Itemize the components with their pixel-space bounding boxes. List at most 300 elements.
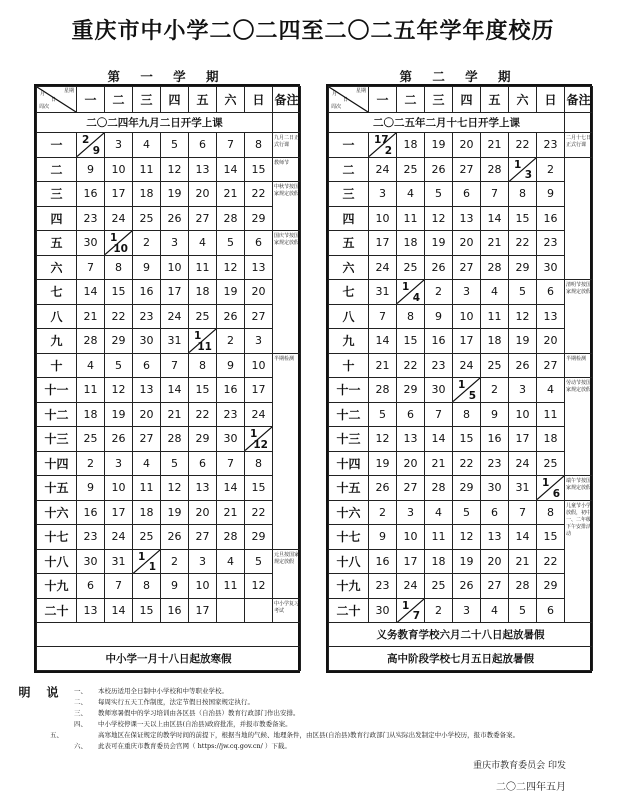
day-cell: 28	[217, 525, 245, 550]
weekday-header: 四	[161, 87, 189, 113]
day-cell: 7	[105, 574, 133, 599]
day-number: 17	[374, 134, 389, 146]
day-cell: 17	[105, 182, 133, 207]
day-cell: 2	[161, 549, 189, 574]
month-number: 12	[253, 438, 268, 451]
day-cell: 9	[133, 255, 161, 280]
day-cell	[189, 329, 217, 354]
day-cell: 9	[369, 525, 397, 550]
week-row	[329, 206, 593, 231]
day-cell	[509, 157, 537, 182]
weekday-header: 六	[509, 87, 537, 113]
day-cell: 27	[481, 574, 509, 599]
day-cell: 28	[481, 157, 509, 182]
day-cell: 5	[161, 451, 189, 476]
day-cell: 30	[481, 476, 509, 501]
day-cell: 13	[397, 427, 425, 452]
day-cell: 27	[245, 304, 273, 329]
week-row	[37, 525, 301, 550]
day-cell: 12	[161, 157, 189, 182]
week-row	[329, 525, 593, 550]
day-cell: 9	[77, 476, 105, 501]
day-cell: 27	[453, 157, 481, 182]
day-cell: 24	[161, 304, 189, 329]
week-number: 十三	[37, 427, 77, 452]
day-cell: 3	[245, 329, 273, 354]
day-cell	[245, 427, 273, 452]
day-cell: 4	[481, 598, 509, 623]
day-cell: 24	[105, 525, 133, 550]
day-cell: 18	[537, 427, 565, 452]
day-cell: 10	[161, 255, 189, 280]
day-cell: 10	[369, 206, 397, 231]
day-cell: 28	[481, 255, 509, 280]
vacation-row-1: 义务教育学校六月二十八日起放暑假	[329, 623, 593, 647]
day-cell: 10	[453, 304, 481, 329]
day-cell: 9	[217, 353, 245, 378]
day-cell: 23	[77, 206, 105, 231]
day-cell: 6	[133, 353, 161, 378]
day-cell: 24	[453, 353, 481, 378]
day-cell: 7	[217, 451, 245, 476]
vacation-row-2: 中小学一月十八日起放寒假	[37, 647, 301, 671]
note-cell: 元旦按国家规定放假	[273, 549, 301, 598]
day-cell: 20	[537, 329, 565, 354]
week-row	[329, 133, 593, 158]
day-cell: 5	[369, 402, 397, 427]
day-cell: 8	[453, 402, 481, 427]
day-cell: 6	[537, 598, 565, 623]
day-cell: 11	[481, 304, 509, 329]
day-cell: 31	[105, 549, 133, 574]
day-cell: 5	[161, 133, 189, 158]
day-cell: 4	[133, 133, 161, 158]
day-cell: 28	[425, 476, 453, 501]
day-cell: 6	[453, 182, 481, 207]
day-cell: 13	[133, 378, 161, 403]
day-cell: 8	[105, 255, 133, 280]
day-cell: 13	[245, 255, 273, 280]
day-cell: 26	[217, 304, 245, 329]
explanation-text: 此表可在重庆市教育委员会官网（ https://jw.cq.gov.cn/ ）下载。	[98, 742, 291, 750]
note-cell	[273, 113, 301, 133]
day-cell: 17	[161, 280, 189, 305]
day-cell: 5	[509, 280, 537, 305]
week-row	[37, 549, 301, 574]
note-cell: 儿童节小学放假，初中一、二年级下午安排活动	[565, 500, 593, 623]
day-cell	[245, 598, 273, 623]
day-cell: 27	[537, 353, 565, 378]
week-number: 十七	[329, 525, 369, 550]
day-cell: 15	[133, 598, 161, 623]
day-cell: 15	[189, 378, 217, 403]
month-number: 4	[412, 291, 420, 304]
semester-1-title: 第 一 学 期	[107, 69, 227, 84]
week-row	[329, 427, 593, 452]
day-cell: 12	[453, 525, 481, 550]
day-cell: 15	[537, 525, 565, 550]
day-cell: 26	[453, 574, 481, 599]
day-number: 1	[110, 232, 118, 244]
semester-2-calendar	[326, 84, 592, 673]
day-cell: 5	[453, 500, 481, 525]
week-row	[37, 598, 301, 623]
week-number: 四	[329, 206, 369, 231]
explanation-item	[74, 741, 594, 752]
semester-1-calendar	[34, 84, 300, 673]
day-cell: 16	[425, 329, 453, 354]
note-cell: 教师节	[273, 157, 301, 182]
week-row	[37, 427, 301, 452]
week-row	[329, 598, 593, 623]
week-number: 十四	[37, 451, 77, 476]
day-cell: 9	[161, 574, 189, 599]
day-cell: 2	[481, 378, 509, 403]
week-number: 七	[37, 280, 77, 305]
day-cell: 27	[133, 427, 161, 452]
day-cell: 8	[509, 182, 537, 207]
day-cell: 6	[397, 402, 425, 427]
week-number: 六	[37, 255, 77, 280]
day-cell: 17	[245, 378, 273, 403]
day-cell: 7	[509, 500, 537, 525]
day-cell: 7	[161, 353, 189, 378]
day-cell: 24	[105, 206, 133, 231]
day-cell: 8	[133, 574, 161, 599]
weekday-header: 日	[537, 87, 565, 113]
week-row	[329, 280, 593, 305]
day-cell: 4	[189, 231, 217, 256]
day-cell: 22	[453, 451, 481, 476]
day-cell: 3	[161, 231, 189, 256]
day-cell: 12	[369, 427, 397, 452]
note-header: 备注	[565, 87, 593, 113]
week-row	[37, 353, 301, 378]
week-number: 十二	[329, 402, 369, 427]
day-cell: 16	[537, 206, 565, 231]
day-cell: 12	[509, 304, 537, 329]
week-number: 十六	[329, 500, 369, 525]
explanation-item	[50, 730, 594, 741]
day-cell: 23	[217, 402, 245, 427]
day-cell	[217, 598, 245, 623]
week-number: 七	[329, 280, 369, 305]
day-cell: 17	[105, 500, 133, 525]
semester-2-title: 第 二 学 期	[399, 69, 519, 84]
corner-label-weekday: 星期	[355, 88, 366, 94]
day-cell: 11	[189, 255, 217, 280]
day-cell: 28	[77, 329, 105, 354]
day-cell: 6	[77, 574, 105, 599]
day-cell: 25	[397, 255, 425, 280]
day-cell: 10	[105, 157, 133, 182]
week-number: 十二	[37, 402, 77, 427]
day-cell: 7	[217, 133, 245, 158]
day-cell: 24	[245, 402, 273, 427]
day-cell: 25	[189, 304, 217, 329]
day-cell: 6	[189, 133, 217, 158]
day-cell: 22	[105, 304, 133, 329]
day-cell: 15	[453, 427, 481, 452]
explanation-label: 说明	[17, 686, 59, 712]
day-number: 1	[138, 550, 146, 563]
note-cell: 端午节按国家规定放假	[565, 476, 593, 501]
weekday-header: 三	[425, 87, 453, 113]
day-cell: 14	[161, 378, 189, 403]
day-cell: 22	[189, 402, 217, 427]
day-cell: 18	[397, 133, 425, 158]
weekday-header: 六	[217, 87, 245, 113]
day-cell: 10	[397, 525, 425, 550]
week-number: 十九	[329, 574, 369, 599]
day-cell: 21	[481, 231, 509, 256]
note-cell: 劳动节按国家规定放假	[565, 378, 593, 476]
week-number: 十九	[37, 574, 77, 599]
day-cell: 4	[481, 280, 509, 305]
day-cell: 20	[397, 451, 425, 476]
day-cell: 19	[425, 231, 453, 256]
day-cell: 29	[509, 255, 537, 280]
weekday-header: 二	[397, 87, 425, 113]
day-cell: 2	[217, 329, 245, 354]
vacation-row-1	[37, 623, 301, 647]
day-number: 1	[402, 281, 410, 293]
week-number: 二	[37, 157, 77, 182]
week-row	[37, 280, 301, 305]
day-cell: 25	[481, 353, 509, 378]
month-number: 6	[552, 487, 560, 500]
day-cell: 11	[397, 206, 425, 231]
day-cell: 19	[217, 280, 245, 305]
week-row	[329, 353, 593, 378]
day-cell: 24	[397, 574, 425, 599]
day-cell: 30	[425, 378, 453, 403]
corner-cell	[37, 87, 77, 113]
week-row	[329, 476, 593, 501]
weekday-header: 四	[453, 87, 481, 113]
week-number: 八	[329, 304, 369, 329]
day-cell: 5	[217, 231, 245, 256]
corner-label-month: 月	[332, 91, 338, 97]
week-number: 二十	[37, 598, 77, 623]
day-cell: 25	[537, 451, 565, 476]
day-cell: 17	[369, 231, 397, 256]
day-cell: 15	[105, 280, 133, 305]
day-cell: 18	[397, 231, 425, 256]
note-cell: 清明节按国家规定放假	[565, 280, 593, 354]
day-cell: 29	[397, 378, 425, 403]
day-cell: 26	[509, 353, 537, 378]
day-cell: 12	[105, 378, 133, 403]
day-cell: 31	[161, 329, 189, 354]
day-cell: 20	[189, 182, 217, 207]
day-cell: 20	[189, 500, 217, 525]
day-cell: 12	[425, 206, 453, 231]
day-cell: 21	[369, 353, 397, 378]
explanation-item	[74, 708, 594, 719]
week-row	[37, 206, 301, 231]
week-row	[329, 549, 593, 574]
day-cell: 11	[133, 476, 161, 501]
day-cell: 2	[425, 280, 453, 305]
week-number: 六	[329, 255, 369, 280]
day-cell: 5	[509, 598, 537, 623]
week-number: 十五	[329, 476, 369, 501]
week-row	[329, 182, 593, 207]
day-cell: 10	[509, 402, 537, 427]
week-number: 一	[37, 133, 77, 158]
week-number: 一	[329, 133, 369, 158]
corner-label-month: 月	[40, 91, 46, 97]
day-cell: 2	[133, 231, 161, 256]
week-row	[329, 304, 593, 329]
day-cell: 15	[509, 206, 537, 231]
week-number: 五	[37, 231, 77, 256]
corner-label-weekday: 星期	[63, 88, 74, 94]
day-cell: 23	[77, 525, 105, 550]
week-row	[329, 500, 593, 525]
note-cell: 半期检测	[273, 353, 301, 549]
day-cell: 4	[77, 353, 105, 378]
day-cell: 23	[133, 304, 161, 329]
week-row	[37, 133, 301, 158]
week-number: 九	[329, 329, 369, 354]
day-cell: 23	[537, 231, 565, 256]
week-row	[329, 231, 593, 256]
week-row	[37, 476, 301, 501]
week-number: 十	[329, 353, 369, 378]
day-cell: 28	[217, 206, 245, 231]
note-cell: 中小学复习考试	[273, 598, 301, 623]
issuer: 重庆市教育委员会 印发	[473, 761, 566, 771]
explanation-number: 六、	[74, 742, 87, 750]
week-number: 二	[329, 157, 369, 182]
day-cell: 22	[245, 500, 273, 525]
explanation-text: 本校历适用全日制中小学校和中等职业学校。	[98, 687, 228, 695]
day-cell: 29	[245, 525, 273, 550]
day-cell: 11	[537, 402, 565, 427]
day-cell: 5	[425, 182, 453, 207]
explanation-text: 中小学校停课一天以上由区县(自治县)政府批准，并报市教委备案。	[98, 720, 292, 728]
note-cell	[565, 157, 593, 280]
day-cell: 27	[189, 206, 217, 231]
day-cell: 21	[217, 182, 245, 207]
week-number: 十八	[37, 549, 77, 574]
day-cell: 7	[369, 304, 397, 329]
note-header: 备注	[273, 87, 301, 113]
day-cell: 17	[509, 427, 537, 452]
day-cell: 10	[245, 353, 273, 378]
month-number: 11	[197, 340, 212, 353]
day-cell: 19	[161, 182, 189, 207]
month-number: 7	[412, 610, 420, 622]
day-cell: 14	[217, 476, 245, 501]
day-cell: 11	[217, 574, 245, 599]
day-number: 1	[458, 379, 466, 391]
day-cell: 27	[189, 525, 217, 550]
corner-label-day: 日	[51, 97, 57, 103]
day-cell: 13	[77, 598, 105, 623]
day-cell: 25	[397, 157, 425, 182]
day-cell: 22	[509, 133, 537, 158]
week-row	[37, 231, 301, 256]
day-cell: 13	[481, 525, 509, 550]
day-cell	[453, 378, 481, 403]
day-cell: 3	[105, 451, 133, 476]
day-cell: 31	[509, 476, 537, 501]
note-cell: 九月二日正式行课	[273, 133, 301, 158]
day-cell: 17	[397, 549, 425, 574]
day-cell: 30	[133, 329, 161, 354]
day-cell	[397, 280, 425, 305]
week-row	[329, 157, 593, 182]
day-cell: 24	[369, 157, 397, 182]
day-cell: 29	[245, 206, 273, 231]
week-number: 三	[37, 182, 77, 207]
day-cell: 23	[425, 353, 453, 378]
day-cell: 19	[105, 402, 133, 427]
day-cell: 28	[369, 378, 397, 403]
day-cell: 3	[105, 133, 133, 158]
day-cell: 4	[217, 549, 245, 574]
day-cell: 2	[369, 500, 397, 525]
day-cell: 26	[425, 157, 453, 182]
day-cell: 12	[161, 476, 189, 501]
day-cell: 16	[369, 549, 397, 574]
week-row	[329, 402, 593, 427]
day-cell: 21	[425, 451, 453, 476]
day-cell: 31	[369, 280, 397, 305]
day-cell: 15	[245, 476, 273, 501]
day-cell: 19	[453, 549, 481, 574]
explanation-number: 三、	[74, 709, 87, 717]
day-cell: 16	[217, 378, 245, 403]
month-number: 3	[524, 169, 532, 181]
week-number: 五	[329, 231, 369, 256]
explanation-list	[50, 686, 594, 752]
day-cell: 30	[369, 598, 397, 623]
day-cell: 6	[245, 231, 273, 256]
day-cell: 14	[481, 206, 509, 231]
week-row	[329, 574, 593, 599]
day-cell: 14	[105, 598, 133, 623]
week-number: 十一	[329, 378, 369, 403]
semester-start-row: 二〇二五年二月十七日开学上课	[329, 113, 565, 133]
week-number: 二十	[329, 598, 369, 623]
day-cell: 2	[537, 157, 565, 182]
day-cell: 16	[161, 598, 189, 623]
day-cell: 20	[453, 133, 481, 158]
day-cell: 26	[369, 476, 397, 501]
day-cell: 19	[425, 133, 453, 158]
corner-label-week: 周次	[331, 104, 342, 110]
week-number: 十六	[37, 500, 77, 525]
day-cell: 10	[105, 476, 133, 501]
week-number: 九	[37, 329, 77, 354]
day-cell: 5	[105, 353, 133, 378]
day-cell: 13	[189, 157, 217, 182]
day-cell: 29	[537, 574, 565, 599]
note-cell: 国庆节按国家规定放假	[273, 231, 301, 354]
day-cell: 2	[77, 451, 105, 476]
day-cell: 18	[77, 402, 105, 427]
week-number: 十五	[37, 476, 77, 501]
weekday-header: 五	[189, 87, 217, 113]
note-cell	[565, 113, 593, 133]
day-cell: 29	[189, 427, 217, 452]
day-cell: 30	[537, 255, 565, 280]
day-number: 1	[542, 477, 550, 489]
